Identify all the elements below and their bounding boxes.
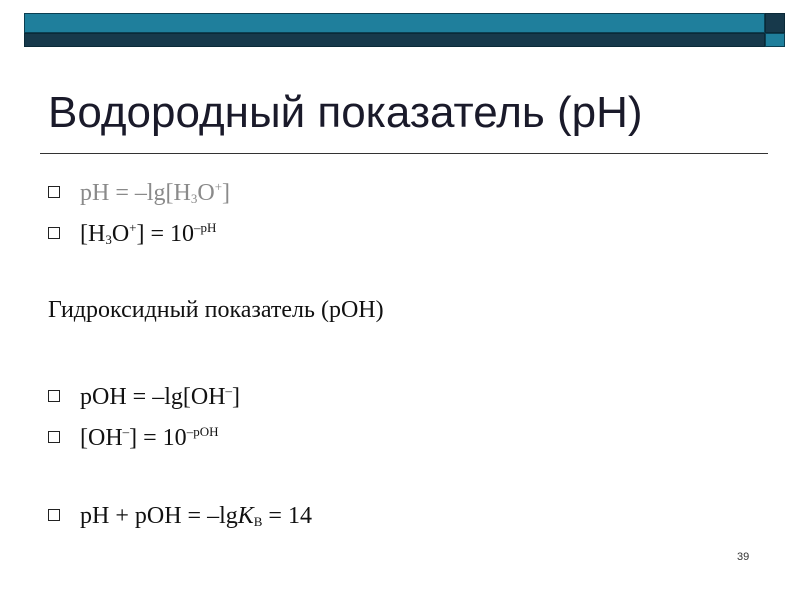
subscript-3: 3 — [190, 191, 198, 206]
superscript-minus: – — [225, 383, 233, 398]
formula-text: O — [197, 180, 215, 206]
top-bar-dark-stripe — [24, 33, 765, 47]
italic-k: K — [237, 503, 254, 529]
slide-title: Водородный показатель (pH) — [48, 88, 643, 137]
bullet-ph-poh-sum — [48, 501, 312, 537]
square-bullet-icon — [48, 186, 60, 198]
top-bar-teal-stripe — [24, 13, 765, 33]
title-divider — [40, 153, 768, 154]
square-bullet-icon — [48, 227, 60, 239]
formula-text: ] = 10 — [129, 425, 187, 451]
square-bullet-icon — [48, 390, 60, 402]
corner-teal-square — [765, 33, 785, 47]
subscript-b: B — [253, 514, 263, 529]
formula-text: pH = –lg[H — [80, 180, 191, 206]
superscript-plus: + — [129, 220, 137, 235]
square-bullet-icon — [48, 509, 60, 521]
page-number: 39 — [737, 551, 750, 563]
formula-text: O — [111, 221, 130, 247]
formula-text: ] = 10 — [136, 221, 195, 247]
subheading-poh: Гидроксидный показатель (pOH) — [48, 297, 384, 323]
bullet-oh-concentration — [48, 417, 218, 453]
superscript-exponent: –pOH — [186, 424, 219, 439]
formula-text: [OH — [80, 425, 123, 451]
formula-text: ] — [232, 384, 241, 410]
corner-dark-square — [765, 13, 785, 33]
formula-text: = 14 — [262, 503, 312, 529]
superscript-minus: – — [122, 424, 130, 439]
formula-text: pH + pOH = –lg — [80, 503, 238, 529]
formula-text: ] — [222, 180, 231, 206]
square-bullet-icon — [48, 431, 60, 443]
formula-text: [H — [80, 221, 106, 247]
bullet-h3o-concentration — [48, 213, 216, 255]
bullet-ph-definition — [48, 172, 230, 214]
subscript-3: 3 — [105, 232, 112, 247]
superscript-plus: + — [214, 179, 223, 194]
decorative-top-bar — [24, 13, 765, 47]
formula-text: pOH = –lg[OH — [80, 384, 226, 410]
bullet-poh-definition — [48, 376, 240, 412]
superscript-exponent: –pH — [194, 220, 217, 235]
